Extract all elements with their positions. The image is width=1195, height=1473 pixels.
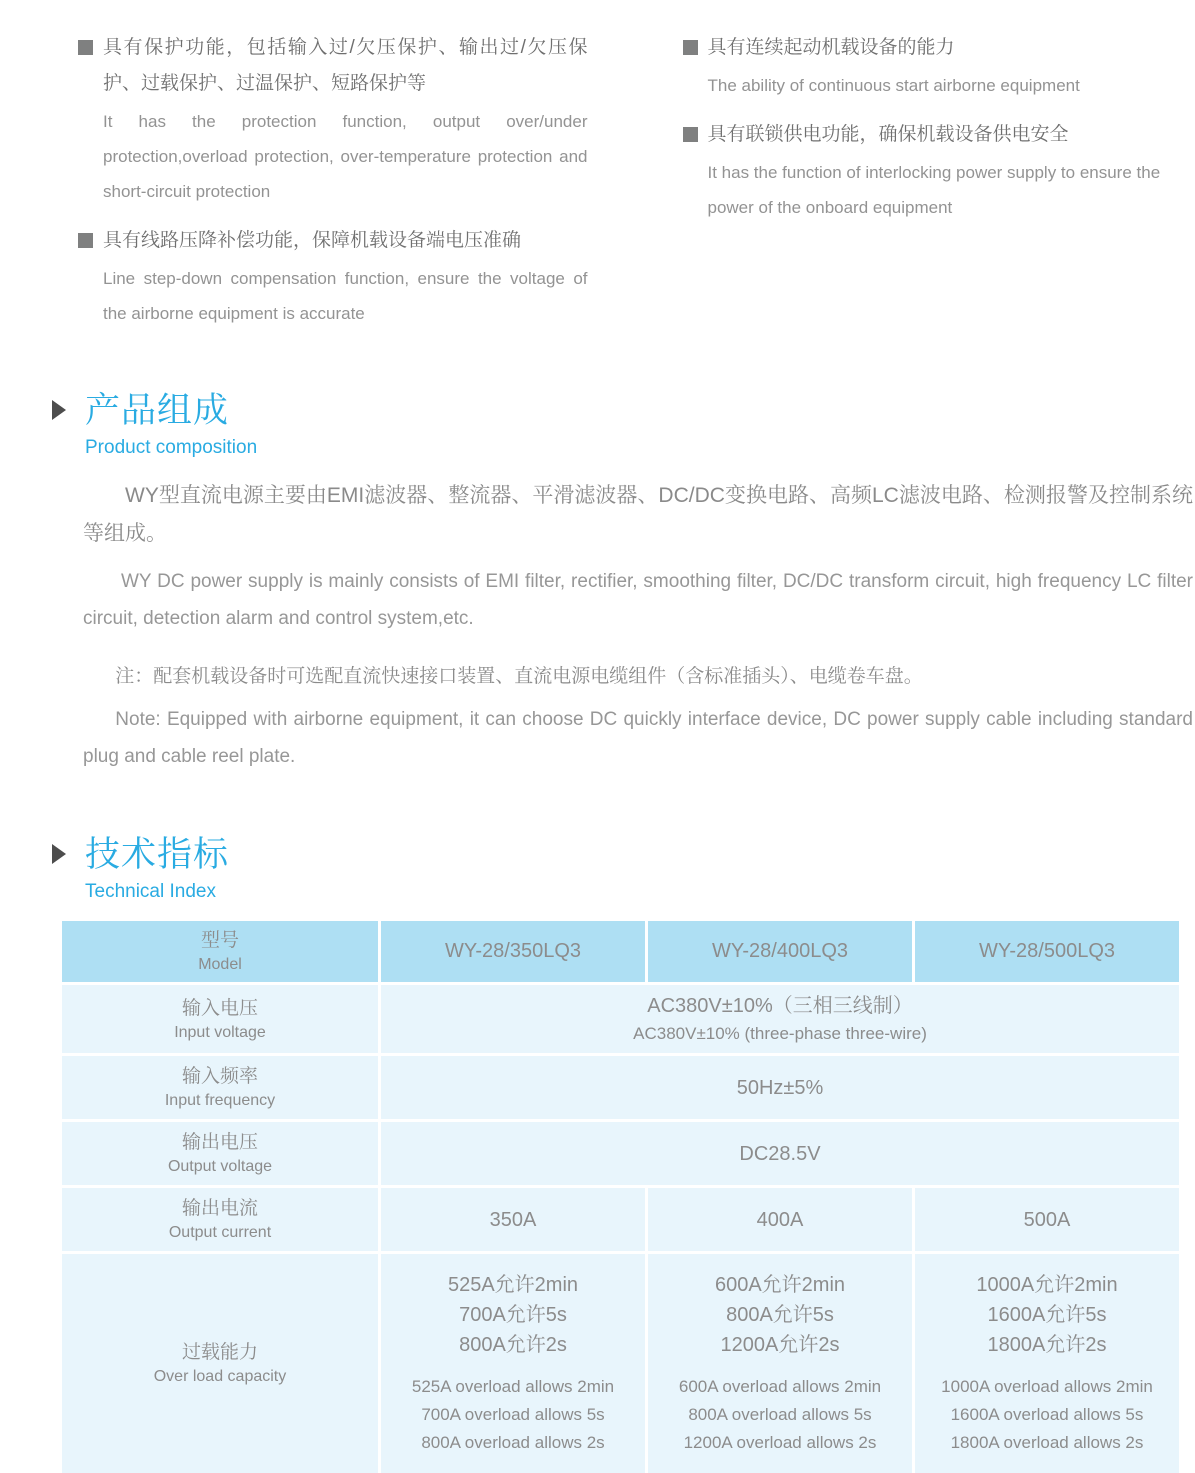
value: DC28.5V [739,1139,820,1169]
value-en: AC380V±10% (three-phase three-wire) [633,1021,927,1047]
overload-line: 525A允许2min [448,1270,578,1300]
overload-zh-block [448,1270,578,1360]
section-title-en: Product composition [85,437,1195,459]
row-label-zh: 输入频率 [182,1063,258,1090]
overload-zh-block [976,1270,1117,1360]
cell-output-current-1 [381,1188,645,1251]
row-label-zh: 输出电流 [182,1195,258,1222]
row-label-output-current [62,1188,378,1251]
feature-text-en: Line step-down compensation function, ensure the voltage of the airborne equipment is accurate [78,261,588,331]
cell-input-voltage-value [381,985,1179,1053]
model-name: WY-28/350LQ3 [445,940,581,963]
bullet-square-icon [683,127,698,142]
section-title-zh: 产品组成 [85,383,229,433]
cell-output-current-2 [648,1188,912,1251]
section-arrow-icon [52,400,66,420]
feature-item [78,223,588,331]
overload-zh-block [715,1270,845,1360]
row-label-en: Input frequency [165,1090,275,1112]
feature-zh-label: 具有保护功能，包括输入过/欠压保护、输出过/欠压保护、过载保护、过温保护、短路保护等 [103,37,588,94]
feature-list [0,0,1195,345]
value: 350A [490,1205,537,1235]
overload-line: 800A overload allows 5s [679,1401,881,1429]
value: 500A [1024,1205,1071,1235]
cell-input-frequency-value [381,1056,1179,1119]
overload-en-block [679,1373,881,1457]
overload-line: 1600A overload allows 5s [941,1401,1153,1429]
table-header-model-2 [648,921,912,982]
feature-text-zh [78,223,588,259]
row-label-en: Over load capacity [154,1366,287,1388]
section-arrow-icon [52,844,66,864]
feature-item [683,30,1195,103]
overload-line: 800A允许2s [448,1330,578,1360]
row-label-en: Output current [169,1222,271,1244]
section-header-technical [52,827,1195,877]
cell-output-voltage-value [381,1122,1179,1185]
row-label-en: Input voltage [174,1022,266,1044]
section-title-en: Technical Index [85,881,1195,903]
composition-note-en: Note: Equipped with airborne equipment, it can choose DC quickly interface device, DC power supply cable including standard plug and cable reel plate. [83,701,1193,775]
row-label-zh: 输入电压 [182,995,258,1022]
section-header-composition [52,383,1195,433]
overload-line: 600A允许2min [715,1270,845,1300]
overload-line: 600A overload allows 2min [679,1373,881,1401]
table-header-model-label [62,921,378,982]
composition-paragraph-zh: WY型直流电源主要由EMI滤波器、整流器、平滑滤波器、DC/DC变换电路、高频LC滤波电路、检测报警及控制系统等组成。 [83,477,1193,553]
feature-zh-label: 具有联锁供电功能，确保机载设备供电安全 [708,124,1069,145]
table-header-model-1 [381,921,645,982]
table-header-model-3 [915,921,1179,982]
overload-line: 1600A允许5s [976,1300,1117,1330]
composition-note-zh: 注：配套机载设备时可选配直流快速接口装置、直流电源电缆组件（含标准插头）、电缆卷车盘。 [83,661,1193,693]
overload-line: 1800A overload allows 2s [941,1429,1153,1457]
overload-line: 1000A overload allows 2min [941,1373,1153,1401]
feature-text-zh [683,117,1195,153]
overload-en-block [941,1373,1153,1457]
overload-line: 800A overload allows 2s [412,1429,614,1457]
model-name: WY-28/400LQ3 [712,940,848,963]
value-zh: AC380V±10%（三相三线制） [647,991,913,1021]
feature-column-right [683,30,1195,345]
overload-line: 1000A允许2min [976,1270,1117,1300]
bullet-square-icon [78,40,93,55]
cell-overload-2 [648,1254,912,1473]
section-title-zh: 技术指标 [85,827,229,877]
feature-text-en: It has the protection function, output over/under protection,overload protection, over-temperature protection and short-circuit protection [78,104,588,209]
bullet-square-icon [683,40,698,55]
feature-text-zh [78,30,588,102]
row-label-overload [62,1254,378,1473]
value: 400A [757,1205,804,1235]
row-label-zh: 过载能力 [182,1339,258,1366]
row-label-input-frequency [62,1056,378,1119]
row-label-en: Output voltage [168,1156,272,1178]
overload-en-block [412,1373,614,1457]
composition-paragraph-en: WY DC power supply is mainly consists of EMI filter, rectifier, smoothing filter, DC/DC transform circuit, high frequency LC filter circuit, detection alarm and control system,etc. [83,563,1193,637]
feature-zh-label: 具有连续起动机载设备的能力 [708,37,955,58]
feature-text-en: The ability of continuous start airborne equipment [683,68,1195,103]
row-label-zh: 输出电压 [182,1129,258,1156]
header-label-zh: 型号 [201,927,239,954]
overload-line: 1800A允许2s [976,1330,1117,1360]
feature-text-en: It has the function of interlocking power supply to ensure the power of the onboard equipment [683,155,1195,225]
cell-overload-1 [381,1254,645,1473]
feature-item [683,117,1195,225]
overload-line: 700A overload allows 5s [412,1401,614,1429]
header-label-en: Model [198,954,242,976]
feature-zh-label: 具有线路压降补偿功能，保障机载设备端电压准确 [103,230,521,251]
feature-text-zh [683,30,1195,66]
overload-line: 1200A overload allows 2s [679,1429,881,1457]
feature-item [78,30,588,209]
overload-line: 1200A允许2s [715,1330,845,1360]
overload-line: 700A允许5s [448,1300,578,1330]
cell-output-current-3 [915,1188,1179,1251]
row-label-input-voltage [62,985,378,1053]
cell-overload-3 [915,1254,1179,1473]
overload-line: 800A允许5s [715,1300,845,1330]
row-label-output-voltage [62,1122,378,1185]
value: 50Hz±5% [737,1073,824,1103]
feature-column-left [78,30,588,345]
model-name: WY-28/500LQ3 [979,940,1115,963]
spec-table [62,921,1179,1473]
bullet-square-icon [78,233,93,248]
overload-line: 525A overload allows 2min [412,1373,614,1401]
